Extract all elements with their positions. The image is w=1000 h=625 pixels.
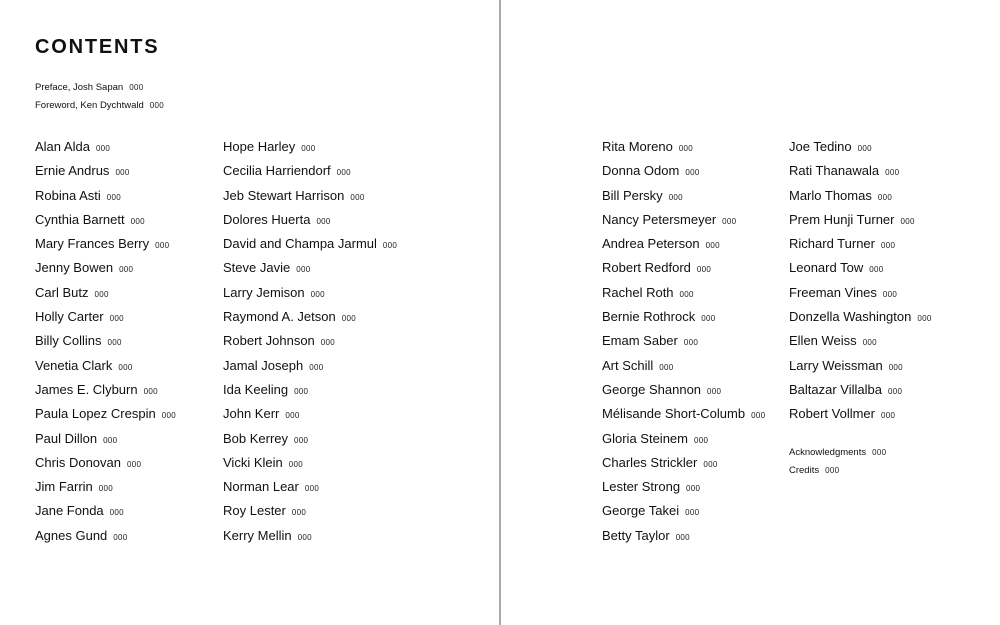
back-matter-list <box>789 445 886 481</box>
entry-name: Venetia Clark <box>35 357 113 373</box>
page-number: 000 <box>320 338 336 348</box>
contents-entry <box>35 137 176 161</box>
entry-name: Mélisande Short-Columb <box>602 406 746 422</box>
contents-entry <box>602 283 765 307</box>
entry-name: Alan Alda <box>35 139 90 154</box>
page-number: 000 <box>703 459 718 469</box>
contents-entry <box>602 356 765 380</box>
page-number: 000 <box>304 484 320 494</box>
entry-name: Hope Harley <box>223 139 296 154</box>
back-matter-item <box>789 445 886 463</box>
contents-entry <box>35 307 176 331</box>
page-number: 000 <box>127 459 142 469</box>
contents-entry <box>223 429 397 453</box>
contents-column-2 <box>223 137 397 550</box>
entry-name: Norman Lear <box>223 479 299 495</box>
contents-entry <box>602 186 765 210</box>
entry-name: David and Champa Jarmul <box>223 236 377 252</box>
entry-name: Holly Carter <box>35 309 104 325</box>
page-number: 000 <box>336 168 351 178</box>
contents-entry <box>789 234 932 258</box>
page-number: 000 <box>722 216 737 226</box>
contents-entry <box>602 404 765 428</box>
contents-entry <box>789 380 932 404</box>
page-number: 000 <box>701 314 716 324</box>
page-title: CONTENTS <box>35 36 160 58</box>
contents-entry <box>35 429 176 453</box>
contents-entry <box>223 210 397 234</box>
contents-entry <box>223 234 397 258</box>
entry-name: Freeman Vines <box>789 284 877 300</box>
entry-name: James E. Clyburn <box>35 381 138 397</box>
entry-name: Paul Dillon <box>35 430 98 446</box>
back-matter-item <box>789 463 886 481</box>
contents-entry <box>789 307 932 331</box>
entry-name: Mary Frances Berry <box>35 236 150 252</box>
page-number: 000 <box>103 435 118 445</box>
page-number: 000 <box>888 362 903 372</box>
contents-entry <box>602 331 765 355</box>
page-gutter <box>499 0 501 625</box>
entry-name: Donzella Washington <box>789 309 912 325</box>
front-matter-item <box>35 98 164 116</box>
page-number: 000 <box>675 532 690 542</box>
page-number: 000 <box>862 338 877 348</box>
contents-entry <box>223 307 397 331</box>
contents-entry <box>35 161 176 185</box>
page-number: 000 <box>705 241 720 251</box>
contents-entry <box>223 477 397 501</box>
entry-name: Robert Redford <box>602 260 691 276</box>
entry-name: Ernie Andrus <box>35 163 110 179</box>
page-number: 000 <box>341 314 356 324</box>
entry-label: Acknowledgments <box>789 447 867 458</box>
page-number: 000 <box>668 192 683 202</box>
page-number: 000 <box>693 435 709 445</box>
entry-name: Art Schill <box>602 357 654 373</box>
entry-name: John Kerr <box>223 406 280 422</box>
page-number: 000 <box>115 168 130 178</box>
contents-entry <box>789 186 932 210</box>
page-number: 000 <box>707 386 722 396</box>
page-number: 000 <box>857 144 872 153</box>
contents-entry <box>602 380 765 404</box>
entry-name: Charles Strickler <box>602 454 698 470</box>
entry-name: Cynthia Barnett <box>35 211 125 227</box>
page-number: 000 <box>885 168 900 178</box>
page-number: 000 <box>285 411 300 421</box>
page-number: 000 <box>900 216 915 226</box>
entry-name: Dolores Huerta <box>223 211 311 227</box>
entry-name: Robina Asti <box>35 187 101 203</box>
page-number: 000 <box>877 192 893 202</box>
entry-name: Betty Taylor <box>602 527 670 543</box>
page-number: 000 <box>683 338 699 348</box>
page-number: 000 <box>296 265 311 275</box>
entry-name: Carl Butz <box>35 284 89 300</box>
page-number: 000 <box>107 338 122 348</box>
page-number: 000 <box>297 532 312 542</box>
contents-entry <box>602 137 765 161</box>
contents-entry <box>223 137 397 161</box>
page-number: 000 <box>161 411 176 421</box>
entry-name: Bob Kerrey <box>223 430 289 446</box>
contents-entry <box>223 356 397 380</box>
page-number: 000 <box>118 362 133 372</box>
page-number: 000 <box>301 144 316 153</box>
page-number: 000 <box>98 484 114 494</box>
contents-entry <box>223 501 397 525</box>
page-number: 000 <box>685 168 700 178</box>
entry-name: Rita Moreno <box>602 139 673 154</box>
entry-name: Leonard Tow <box>789 260 864 276</box>
contents-entry <box>35 380 176 404</box>
contents-entry <box>35 258 176 282</box>
page-number: 000 <box>119 265 134 275</box>
page-number: 000 <box>294 435 309 445</box>
contents-entry <box>35 331 176 355</box>
contents-entry <box>602 210 765 234</box>
contents-entry <box>223 380 397 404</box>
contents-entry <box>602 526 765 550</box>
page-number: 000 <box>659 362 674 372</box>
entry-name: Bill Persky <box>602 187 663 203</box>
entry-name: Rachel Roth <box>602 284 674 300</box>
entry-name: Chris Donovan <box>35 454 121 470</box>
page-number: 000 <box>882 289 898 299</box>
contents-entry <box>223 161 397 185</box>
front-matter-list <box>35 80 164 116</box>
page-number: 000 <box>685 508 700 518</box>
page-number: 000 <box>686 484 701 494</box>
contents-entry <box>602 258 765 282</box>
entry-name: Rati Thanawala <box>789 163 880 179</box>
entry-name: Vicki Klein <box>223 454 283 470</box>
entry-name: Bernie Rothrock <box>602 309 696 325</box>
page-number: 000 <box>880 411 896 421</box>
contents-entry <box>35 186 176 210</box>
contents-entry <box>789 331 932 355</box>
contents-entry <box>789 210 932 234</box>
entry-name: Gloria Steinem <box>602 430 688 446</box>
entry-name: Robert Vollmer <box>789 406 875 422</box>
entry-name: Cecilia Harriendorf <box>223 163 331 179</box>
entry-name: Steve Javie <box>223 260 291 276</box>
contents-entry <box>789 356 932 380</box>
page-number: 000 <box>751 411 766 421</box>
entry-name: Jane Fonda <box>35 503 104 519</box>
entry-name: Richard Turner <box>789 236 875 252</box>
entry-name: Lester Strong <box>602 479 681 495</box>
contents-entry <box>35 453 176 477</box>
contents-entry <box>789 161 932 185</box>
page-number: 000 <box>143 386 158 396</box>
contents-entry <box>223 258 397 282</box>
entry-name: Roy Lester <box>223 503 286 519</box>
contents-column-1 <box>35 137 176 550</box>
page-number: 000 <box>129 83 144 92</box>
page-number: 000 <box>872 448 887 457</box>
entry-name: Jeb Stewart Harrison <box>223 187 345 203</box>
page-number: 000 <box>113 532 128 542</box>
contents-entry <box>35 404 176 428</box>
contents-entry <box>35 234 176 258</box>
page-number: 000 <box>94 289 109 299</box>
page-number: 000 <box>149 101 165 110</box>
page-number: 000 <box>350 192 365 202</box>
contents-entry <box>35 526 176 550</box>
contents-entry <box>223 283 397 307</box>
entry-name: George Takei <box>602 503 680 519</box>
page-number: 000 <box>679 289 694 299</box>
entry-label: Credits <box>789 465 820 476</box>
contents-entry <box>602 161 765 185</box>
entry-name: Donna Odom <box>602 163 680 179</box>
contents-entry <box>789 137 932 161</box>
entry-name: Paula Lopez Crespin <box>35 406 156 422</box>
page-number: 000 <box>382 241 398 251</box>
entry-name: George Shannon <box>602 381 702 397</box>
entry-name: Jamal Joseph <box>223 357 304 373</box>
page-number: 000 <box>880 241 896 251</box>
page-number: 000 <box>95 144 111 153</box>
contents-entry <box>789 283 932 307</box>
contents-column-4 <box>789 137 932 429</box>
page-number: 000 <box>309 362 324 372</box>
contents-entry <box>35 477 176 501</box>
entry-name: Ida Keeling <box>223 381 289 397</box>
contents-entry <box>223 331 397 355</box>
entry-name: Joe Tedino <box>789 139 852 154</box>
contents-entry <box>602 501 765 525</box>
contents-entry <box>602 453 765 477</box>
contents-entry <box>602 477 765 501</box>
entry-name: Jim Farrin <box>35 479 93 495</box>
front-matter-item <box>35 80 164 98</box>
contents-column-3 <box>602 137 765 550</box>
page-number: 000 <box>678 144 694 153</box>
page-number: 000 <box>294 386 309 396</box>
page-number: 000 <box>109 314 124 324</box>
contents-entry <box>35 356 176 380</box>
entry-name: Larry Weissman <box>789 357 883 373</box>
page-number: 000 <box>316 216 331 226</box>
entry-name: Ellen Weiss <box>789 333 857 349</box>
entry-name: Baltazar Villalba <box>789 381 882 397</box>
page-number: 000 <box>291 508 307 518</box>
contents-entry <box>602 307 765 331</box>
contents-entry <box>35 210 176 234</box>
entry-name: Marlo Thomas <box>789 187 872 203</box>
contents-entry <box>223 526 397 550</box>
contents-entry <box>223 186 397 210</box>
entry-name: Raymond A. Jetson <box>223 309 336 325</box>
page-number: 000 <box>288 459 303 469</box>
entry-name: Prem Hunji Turner <box>789 211 895 227</box>
page-number: 000 <box>106 192 122 202</box>
contents-entry <box>789 404 932 428</box>
page-number: 000 <box>887 386 903 396</box>
entry-label: Foreword, Ken Dychtwald <box>35 100 144 111</box>
entry-name: Robert Johnson <box>223 333 315 349</box>
contents-entry <box>602 234 765 258</box>
page-number: 000 <box>130 216 145 226</box>
entry-name: Larry Jemison <box>223 284 305 300</box>
page-number: 000 <box>825 466 840 475</box>
entry-name: Billy Collins <box>35 333 102 349</box>
page-number: 000 <box>696 265 712 275</box>
entry-name: Emam Saber <box>602 333 678 349</box>
entry-name: Kerry Mellin <box>223 527 292 543</box>
entry-name: Nancy Petersmeyer <box>602 211 717 227</box>
contents-entry <box>223 453 397 477</box>
contents-entry <box>35 283 176 307</box>
entry-name: Agnes Gund <box>35 527 108 543</box>
entry-name: Andrea Peterson <box>602 236 700 252</box>
contents-entry <box>35 501 176 525</box>
page-number: 000 <box>869 265 884 275</box>
page-number: 000 <box>917 314 932 324</box>
contents-entry <box>789 258 932 282</box>
page-number: 000 <box>109 508 124 518</box>
entry-name: Jenny Bowen <box>35 260 114 276</box>
page-number: 000 <box>155 241 170 251</box>
page-number: 000 <box>310 289 325 299</box>
contents-entry <box>223 404 397 428</box>
contents-entry <box>602 429 765 453</box>
entry-label: Preface, Josh Sapan <box>35 82 124 93</box>
